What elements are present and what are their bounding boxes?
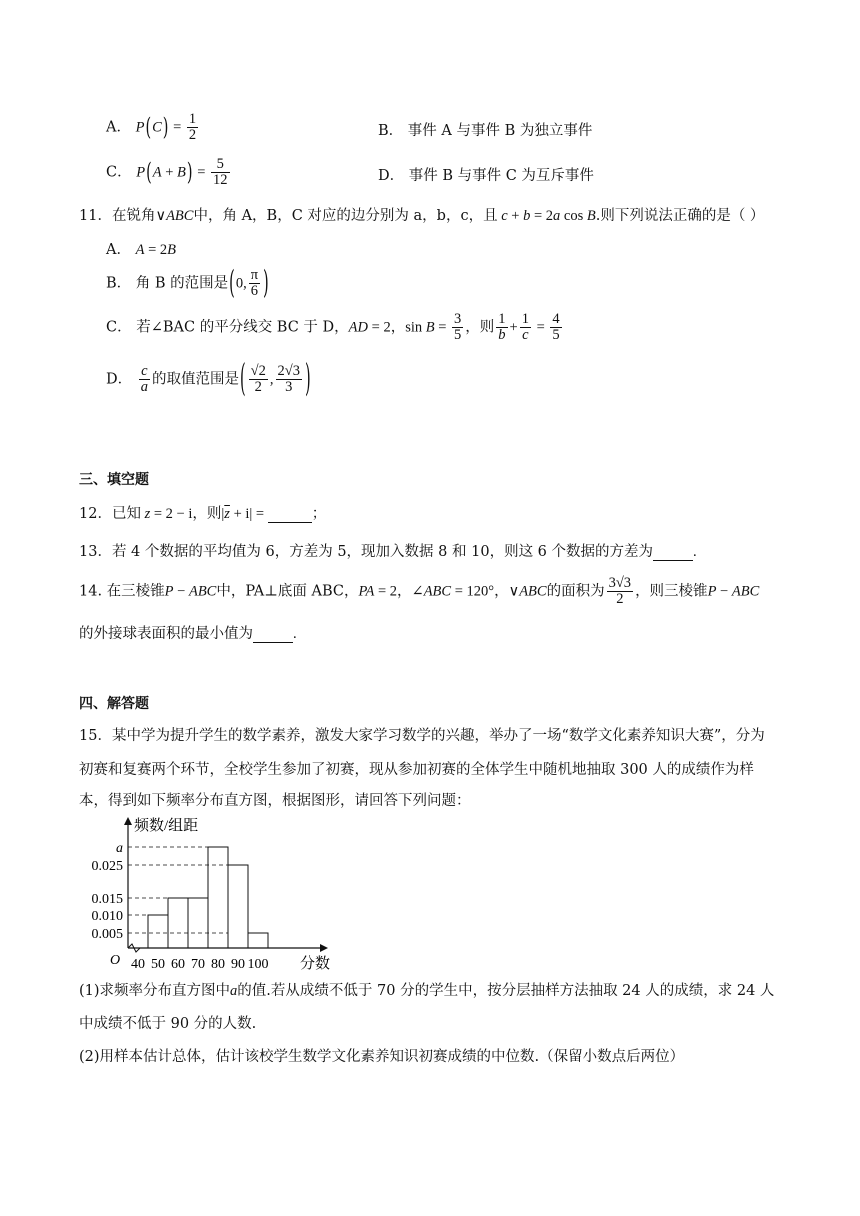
x-tick-label: 40 [131, 957, 145, 972]
q15-line3: 本，得到如下频率分布直方图，根据图形，请回答下列问题： [79, 793, 471, 809]
q10-option-a: A． P(C) = $\frac{1}{2}$ [106, 111, 197, 144]
histogram-bar [248, 933, 268, 948]
q15-part1-line1: (1)求频率分布直方图中a的值.若从成绩不低于 70 分的学生中，按分层抽样方法抽取 24 人的成绩，求 24 人 [79, 983, 775, 999]
x-tick-label: 100 [247, 957, 269, 972]
y-tick-label: 0.025 [91, 859, 123, 874]
q15-line2: 初赛和复赛两个环节，全校学生参加了初赛，现从参加初赛的全体学生中随机地抽取 300 人的成绩作为样 [79, 762, 754, 778]
x-tick-label: 60 [171, 957, 185, 972]
q15-part2: (2)用样本估计总体，估计该校学生数学文化素养知识初赛成绩的中位数.（保留小数点后两位） [79, 1049, 685, 1065]
q15-part1-line2: 中成绩不低于 90 分的人数. [79, 1016, 257, 1032]
x-axis-arrow [320, 944, 328, 952]
answer-blank[interactable] [268, 506, 312, 523]
x-tick-label: 70 [191, 957, 205, 972]
x-tick-label: 90 [231, 957, 245, 972]
histogram-bar [208, 847, 228, 948]
origin-label: O [110, 953, 121, 968]
fraction: $\frac{5}{12}$ [213, 156, 228, 189]
y-tick-label: 0.010 [91, 909, 123, 924]
q10-option-b: B． 事件 A 与事件 B 为独立事件 [378, 123, 593, 139]
frequency-histogram [70, 815, 340, 975]
y-axis-label: 频数/组距 [134, 818, 199, 834]
x-tick-label: 80 [211, 957, 225, 972]
y-tick-label: a [116, 841, 123, 856]
answer-blank[interactable] [653, 544, 693, 561]
section-3-title: 三、填空题 [79, 472, 149, 488]
section-4-title: 四、解答题 [79, 696, 149, 712]
q11-option-b: B． 角 B 的范围是(0, $\frac{\pi}{6}$ ) [106, 266, 269, 302]
option-label: A． [106, 119, 131, 136]
y-axis-arrow [124, 817, 132, 825]
x-axis-label: 分数 [300, 956, 331, 972]
q11-option-c: C． 若∠BAC 的平分线交 BC 于 D，AD = 2，sin B = $\frac{3}{5}$ ，则 $\frac{1}{b}$ + $\frac{1}{c}$ = $\frac{4}{5}$ [106, 311, 560, 344]
answer-blank[interactable] [253, 626, 293, 643]
y-tick-label: 0.005 [91, 927, 123, 942]
x-tick-label: 50 [151, 957, 165, 972]
q11-stem: 11．在锐角∨ABC中，角 A，B，C 对应的边分别为 a，b，c，且 c + b = 2a cos B.则下列说法正确的是（ ） [79, 208, 765, 224]
histogram-bar [168, 898, 188, 948]
q10-option-d: D． 事件 B 与事件 C 为互斥事件 [378, 168, 594, 184]
histogram-bar [228, 865, 248, 948]
q11-option-a: A． A = 2B [106, 242, 176, 258]
q12: 12．已知 z = 2 − i，则$|\overline{z} + i|$ = ； [79, 506, 327, 522]
q15-line1: 15．某中学为提升学生的数学素养，激发大家学习数学的兴趣，举办了一场“数学文化素养知识大赛”，分为 [79, 728, 765, 744]
histogram-bar [148, 915, 168, 948]
q14-line2: 的外接球表面积的最小值为 . [79, 626, 297, 642]
q10-option-c: C． P(A + B) = $\frac{5}{12}$ [106, 156, 228, 189]
fraction: $\frac{1}{2}$ [188, 111, 197, 144]
q14-line1: 14. 在三棱锥P − ABC中，PA⊥底面 ABC，PA = 2，∠ABC = 120°，∨ABC的面积为 $\frac{3√3}{2}$ ，则三棱锥P − ABC [79, 575, 760, 608]
q13: 13．若 4 个数据的平均值为 6，方差为 5，现加入数据 8 和 10，则这 6 个数据的方差为 . [79, 544, 697, 560]
y-tick-label: 0.015 [91, 892, 123, 907]
histogram-bar [188, 898, 208, 948]
q11-option-d: D． $\frac{c}{a}$ 的取值范围是( $\frac{√2}{2}$ , $\frac{2√3}{3}$ ) [106, 358, 311, 401]
